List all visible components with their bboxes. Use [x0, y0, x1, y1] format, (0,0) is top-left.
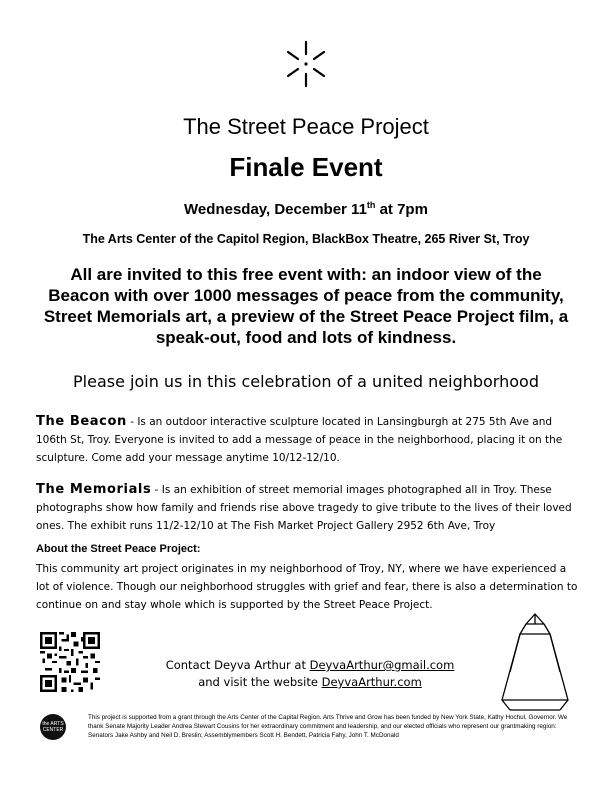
event-title: Finale Event — [229, 152, 383, 182]
date-suffix: th — [366, 200, 376, 210]
memorials-heading: The Memorials — [36, 482, 152, 497]
beacon-sculpture-icon — [496, 612, 574, 712]
contact-block — [150, 657, 470, 691]
date-time: at 7pm — [375, 201, 428, 218]
invite-text: All are invited to this free event with: an indoor view of the Beacon with over 1000 messages of peace from the community, Street Memorials art, a preview of the Street Peace Project film, a speak-out, food and lots of kindness. — [43, 265, 569, 347]
join-text: Please join us in this celebration of a united neighborhood — [73, 372, 539, 391]
email-link[interactable]: DeyvaArthur@gmail.com — [309, 658, 455, 672]
arts-center-logo: the ARTS CENTER — [40, 714, 66, 740]
contact-prefix: Contact Deyva Arthur at — [165, 658, 310, 672]
about-heading: About the Street Peace Project: — [36, 543, 201, 555]
beacon-paragraph — [36, 413, 580, 467]
website-line — [150, 674, 470, 691]
qr-code-icon[interactable] — [40, 632, 100, 692]
website-prefix: and visit the website — [198, 675, 322, 689]
memorials-paragraph — [36, 481, 580, 535]
date-prefix: Wednesday, December 11 — [184, 201, 367, 218]
memorials-body: - Is an exhibition of street memorial images photographed all in Troy. These photographs show how family and friends rise above tragedy to give tribute to the lives of their loved ones. The exhibit runs 11/2-12/10 at The Fish Market Project Gallery 2952 6th Ave, Troy — [36, 484, 572, 532]
contact-line — [150, 657, 470, 674]
beacon-heading: The Beacon — [36, 414, 127, 429]
about-body: This community art project originates in my neighborhood of Troy, NY, where we have experienced a lot of violence. Though our neighborhood struggles with grief and fear, there is also a determination to continue on and stay whole which is supported by the Street Peace Project. — [36, 563, 578, 611]
project-title: The Street Peace Project — [183, 114, 429, 139]
website-link[interactable]: DeyvaArthur.com — [321, 675, 422, 689]
event-date — [0, 200, 612, 218]
footer-credits: This project is supported from a grant through the Arts Center of the Capital Region. Arts Thrive and Grow has been funded by New York State, Kathy Hochul, Governor. We thank Senate Majority Leader Andrea Stewart Cousins for her extraordinary commitment and leadership, and our elected officials who represent our grantmaking region: Senators Jake Ashby and Neil D. Breslin; Assemblymembers Scott H. Bendett, Patricia Fahy, John T. McDonald — [88, 714, 568, 739]
beacon-body: - Is an outdoor interactive sculpture located in Lansingburgh at 275 5th Ave and 106th St, Troy. Everyone is invited to add a message of peace in the neighborhood, placing it on the sculpture. Come add your message anytime 10/12-12/10. — [36, 416, 563, 464]
venue: The Arts Center of the Capitol Region, BlackBox Theatre, 265 River St, Troy — [82, 232, 530, 246]
star-burst-icon — [282, 40, 330, 88]
